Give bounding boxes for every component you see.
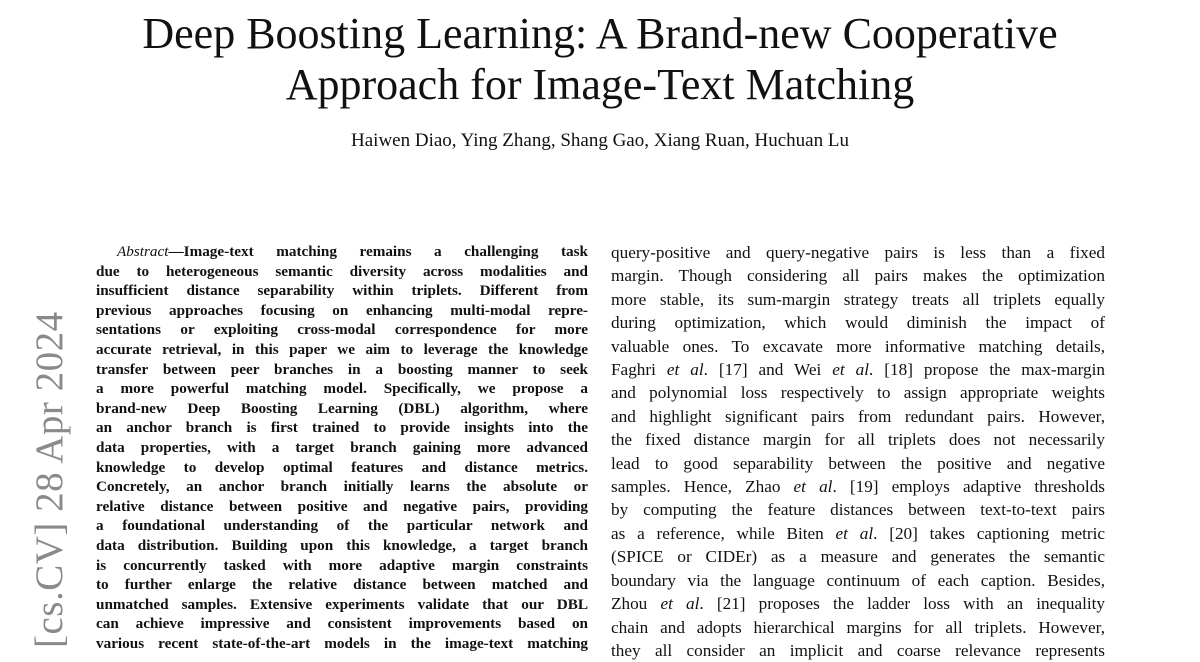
body-line-text: query-positive and query-negative pairs is less than a fixed [611, 243, 1105, 262]
abstract-line-text: Concretely, an anchor branch initially learns the absolute or [96, 478, 588, 496]
abstract-paragraph [96, 242, 588, 653]
abstract-line-text: to further enlarge the relative distance between matched and [96, 576, 588, 594]
abstract-line [96, 320, 588, 340]
body-line-text: as a reference, while Biten [611, 523, 836, 543]
body-line-text: valuable ones. To excavate more informative matching details, [611, 336, 1105, 356]
abstract-line-text: accurate retrieval, in this paper we aim to leverage the knowledge [96, 340, 588, 358]
body-line [611, 335, 1105, 358]
abstract-line [96, 340, 588, 360]
abstract-line [96, 614, 588, 634]
body-line-text: lead to good separability between the positive and negative [611, 453, 1105, 473]
body-line-text: margin. Though considering all pairs makes the optimization [611, 266, 1105, 286]
abstract-line [96, 458, 588, 478]
body-line-text: . [21] proposes the ladder loss with an inequality [699, 594, 1105, 614]
body-line-text: by computing the feature distances between text-to-text pairs [611, 500, 1105, 520]
abstract-line [96, 595, 588, 615]
title-line: Approach for Image-Text Matching [285, 60, 915, 109]
abstract-line-text: a more powerful matching model. Specifically, we propose a [96, 380, 588, 398]
abstract-line-text: brand-new Deep Boosting Learning (DBL) algorithm, where [96, 399, 588, 417]
abstract-line [96, 477, 588, 497]
abstract-line [96, 360, 588, 380]
body-line [611, 311, 1105, 334]
body-line-text: more stable, its sum-margin strategy treats all triplets equally [611, 289, 1105, 309]
abstract-line [96, 379, 588, 399]
abstract-line [96, 575, 588, 595]
citation-et-al: et al [832, 360, 870, 380]
abstract-line-text: sentations or exploiting cross-modal correspondence for more [96, 321, 588, 339]
body-line-text: chain and adopts hierarchical margins for all triplets. However, [611, 617, 1105, 637]
body-line [611, 288, 1105, 311]
author-list: Haiwen Diao, Ying Zhang, Shang Gao, Xiang Ruan, Huchuan Lu [351, 130, 849, 151]
body-line [611, 522, 1105, 545]
abstract-line-text: relative distance between positive and negative pairs, providing [96, 497, 588, 515]
abstract-line [96, 281, 588, 301]
abstract-line-text: previous approaches focusing on enhancing multi-modal repre- [96, 301, 588, 319]
body-line-text: and highlight significant pairs from redundant pairs. However, [611, 406, 1105, 426]
body-line-text: . [17] and Wei [703, 360, 833, 380]
abstract-heading: Abstract [117, 243, 169, 260]
abstract-line [96, 418, 588, 438]
body-line [611, 241, 1105, 264]
abstract-line-text: —Image-text matching remains a challenging task [168, 243, 588, 260]
abstract-line [96, 634, 588, 654]
abstract-line [96, 516, 588, 536]
abstract-line [96, 242, 588, 262]
body-line [611, 358, 1105, 381]
body-line-text: they all consider an implicit and coarse relevance represents [611, 640, 1105, 660]
arxiv-side-stamp: [cs.CV] 28 Apr 2024 [28, 311, 71, 648]
abstract-line [96, 262, 588, 282]
body-line-text: Zhou [611, 594, 661, 614]
body-line-text: . [20] takes captioning metric [873, 523, 1105, 543]
body-line [611, 639, 1105, 662]
abstract-line-text: data distribution. Building upon this knowledge, a target branch [96, 536, 588, 554]
body-line [611, 616, 1105, 639]
citation-et-al: et al [666, 360, 704, 380]
abstract-line [96, 301, 588, 321]
title-line: Deep Boosting Learning: A Brand-new Cooperative [142, 9, 1058, 58]
abstract-line [96, 497, 588, 517]
body-line-text: . [18] propose the max-margin [869, 360, 1105, 380]
body-line-text: the fixed distance margin for all triplets does not necessarily [611, 430, 1105, 450]
body-line [611, 545, 1105, 568]
body-column-paragraph [611, 241, 1105, 662]
body-line-text: samples. Hence, Zhao [611, 477, 794, 497]
body-line [611, 592, 1105, 615]
abstract-line [96, 399, 588, 419]
abstract-line [96, 536, 588, 556]
body-line-text: Faghri [611, 360, 667, 380]
abstract-line-text: data properties, with a target branch gaining more advanced [96, 438, 588, 456]
abstract-line-text: can achieve impressive and consistent improvements based on [96, 615, 588, 633]
abstract-line-text: due to heterogeneous semantic diversity across modalities and [96, 262, 588, 280]
abstract-line [96, 438, 588, 458]
abstract-line-text: various recent state-of-the-art models in the image-text matching [96, 634, 588, 652]
body-line-text: . [19] employs adaptive thresholds [832, 477, 1105, 497]
abstract-line-text: transfer between peer branches in a boosting manner to seek [96, 360, 588, 378]
body-line-text: and polynomial loss respectively to assign appropriate weights [611, 383, 1105, 403]
abstract-line-text: insufficient distance separability within triplets. Different from [96, 282, 588, 300]
abstract-line [96, 556, 588, 576]
abstract-line-text: is concurrently tasked with more adaptive margin constraints [96, 556, 588, 574]
body-line [611, 264, 1105, 287]
abstract-line-text: an anchor branch is first trained to provide insights into the [96, 419, 588, 437]
abstract-line-text: a foundational understanding of the particular network and [96, 517, 588, 535]
citation-et-al: et al [793, 477, 833, 497]
abstract-line-text: knowledge to develop optimal features and distance metrics. [96, 458, 588, 476]
body-line-text: during optimization, which would diminish the impact of [611, 313, 1105, 333]
citation-et-al: et al [660, 594, 700, 614]
paper-title [0, 8, 1200, 110]
body-line-text: (SPICE or CIDEr) as a measure and generates the semantic [611, 547, 1105, 567]
abstract-line-text: unmatched samples. Extensive experiments validate that our DBL [96, 595, 588, 613]
body-line [611, 452, 1105, 475]
body-line [611, 405, 1105, 428]
body-line-text: boundary via the language continuum of each caption. Besides, [611, 570, 1105, 590]
body-line [611, 569, 1105, 592]
body-line [611, 428, 1105, 451]
body-line [611, 475, 1105, 498]
citation-et-al: et al [835, 523, 874, 543]
body-line [611, 381, 1105, 404]
body-line [611, 498, 1105, 521]
